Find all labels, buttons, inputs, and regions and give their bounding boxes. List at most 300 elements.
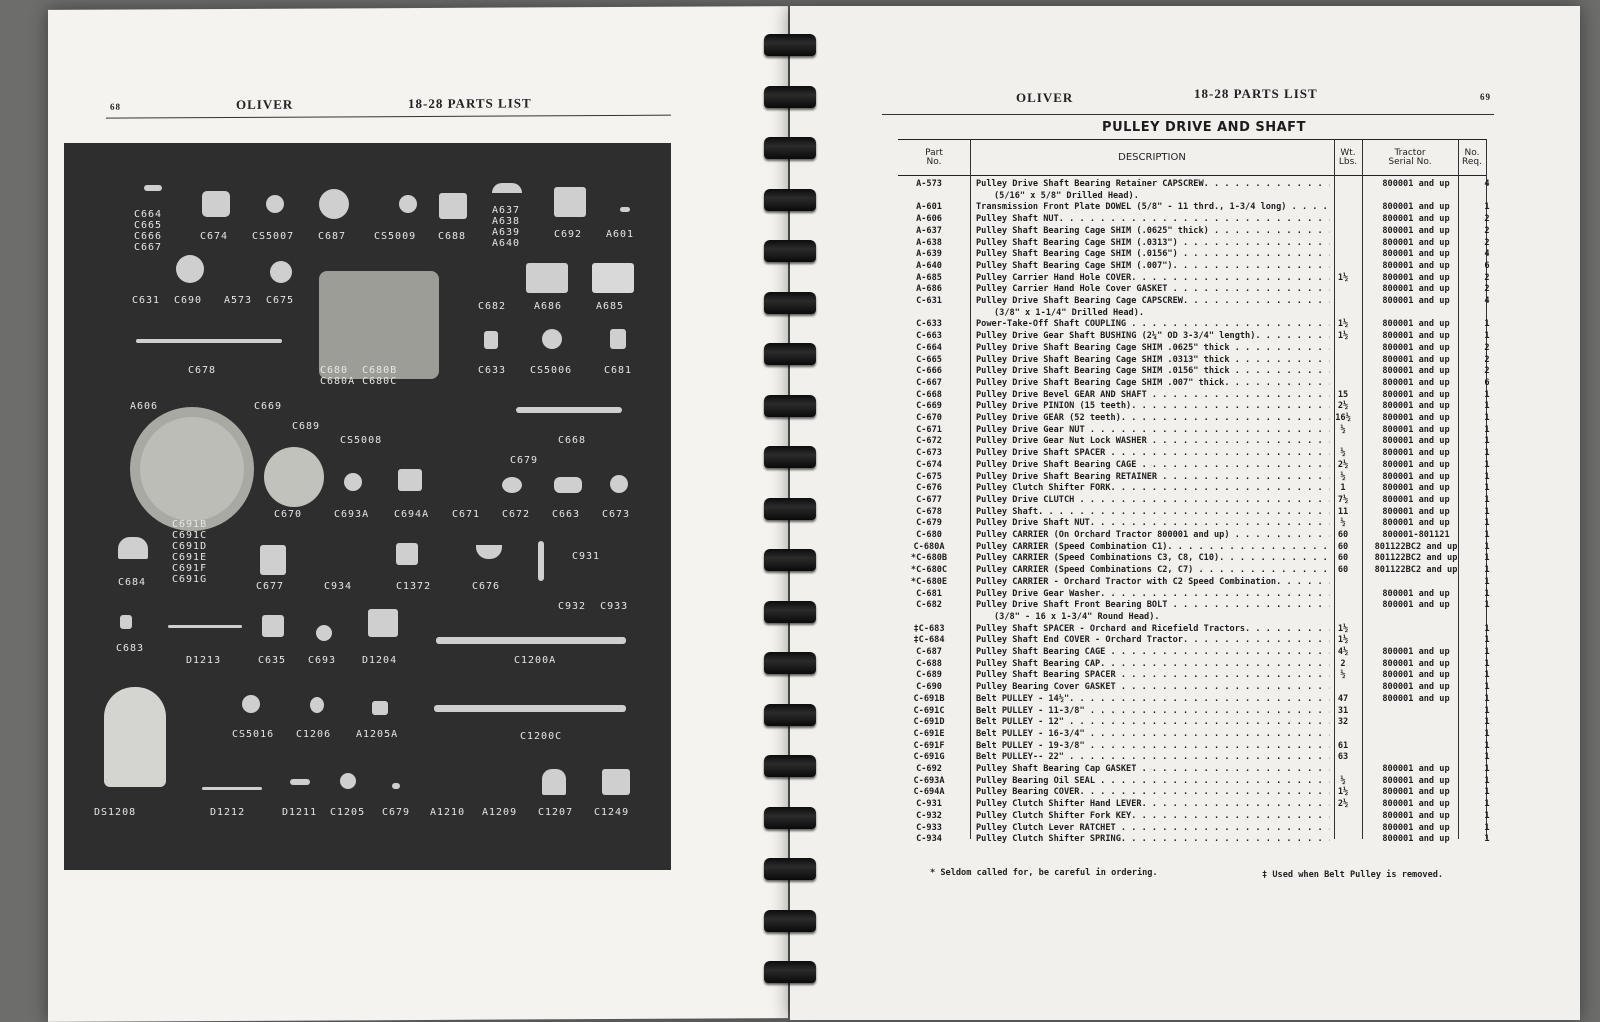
- part-label: C673: [602, 509, 631, 520]
- serial-cell: 801122BC2 and up: [1374, 553, 1458, 564]
- required-cell: 1: [1484, 740, 1490, 751]
- required-cell: 1: [1484, 799, 1490, 810]
- table-row: [898, 284, 1498, 296]
- required-cell: 1: [1484, 682, 1490, 693]
- serial-cell: 800001 and up: [1382, 413, 1450, 423]
- part-label: C663: [552, 509, 581, 520]
- part-image: [319, 271, 439, 379]
- binding-coil: [764, 292, 816, 314]
- part-number-cell: C-689: [916, 670, 942, 681]
- description-cell: Pulley Shaft Bearing SPACER . . .: [976, 670, 1330, 680]
- weight-cell: 60: [1337, 541, 1349, 552]
- serial-cell: 801122BC2 and up: [1374, 541, 1458, 552]
- serial-cell: 800001 and up: [1382, 483, 1450, 494]
- part-image: [202, 787, 262, 790]
- part-label: C694A: [394, 509, 430, 520]
- part-label: C688: [438, 231, 467, 242]
- part-number-cell: C-673: [916, 448, 942, 459]
- part-image: [542, 769, 566, 795]
- binding-coil: [764, 704, 816, 726]
- part-number-cell: C-633: [916, 319, 942, 330]
- part-image: [542, 329, 562, 349]
- table-row: [898, 483, 1498, 495]
- required-cell: 1: [1484, 389, 1490, 400]
- required-cell: 4: [1484, 296, 1490, 306]
- required-cell: 1: [1484, 787, 1490, 798]
- table-row: [898, 565, 1498, 577]
- part-image: [340, 773, 356, 789]
- binding-coil: [764, 910, 816, 932]
- description-cell: Pulley CARRIER - Orchard Tractor with C2 Speed Combination. . . .: [976, 577, 1330, 587]
- serial-cell: 801122BC2 and up: [1374, 565, 1458, 576]
- description-cell: Belt PULLEY - 11-3/8" . . .: [976, 706, 1330, 716]
- part-label: C679: [510, 455, 539, 466]
- table-row: [898, 355, 1498, 367]
- part-label: C677: [256, 581, 285, 592]
- required-cell: 1: [1484, 319, 1490, 330]
- part-label: C1207: [538, 807, 574, 818]
- required-cell: 6: [1484, 260, 1490, 271]
- serial-cell: 800001 and up: [1382, 670, 1450, 681]
- part-number-cell: C-677: [916, 494, 942, 505]
- weight-cell: 1½: [1337, 623, 1349, 634]
- table-row: [898, 530, 1498, 542]
- table-row: [898, 460, 1498, 472]
- serial-cell: 800001 and up: [1382, 202, 1450, 213]
- required-cell: 1: [1484, 541, 1490, 552]
- binding-coil: [764, 240, 816, 262]
- required-cell: 1: [1484, 752, 1490, 763]
- weight-cell: ½: [1340, 471, 1346, 482]
- table-row: [898, 670, 1498, 682]
- part-number-cell: A-640: [916, 260, 942, 271]
- weight-cell: 60: [1337, 530, 1349, 540]
- part-label: A606: [130, 401, 159, 412]
- binding-coil: [764, 549, 816, 571]
- description-cell: Pulley Drive Shaft Bearing Cage CAPSCREW. . . .: [976, 296, 1330, 306]
- description-cell: Pulley CARRIER (Speed Combination C1). . . .: [976, 542, 1330, 552]
- table-row: [898, 823, 1498, 835]
- part-image: [118, 537, 148, 559]
- description-cell: Pulley Drive Shaft Bearing Cage SHIM .007" thick. . . .: [976, 378, 1330, 388]
- weight-cell: ½: [1340, 518, 1346, 529]
- part-label: CS5008: [340, 435, 383, 446]
- table-row: [898, 390, 1498, 402]
- weight-cell: 60: [1337, 565, 1349, 576]
- part-label: D1204: [362, 655, 398, 666]
- part-label: C669: [254, 401, 283, 412]
- part-number-cell: C-631: [916, 296, 942, 306]
- part-number-cell: A-639: [916, 249, 942, 260]
- part-image: [144, 185, 162, 191]
- part-image: [434, 705, 626, 712]
- part-number-cell: C-691E: [913, 728, 945, 739]
- part-number-cell: C-681: [916, 588, 942, 599]
- part-label: C633: [478, 365, 507, 376]
- part-number-cell: C-933: [916, 822, 942, 833]
- table-row: [898, 518, 1498, 530]
- part-image: [554, 187, 586, 217]
- table-row: [898, 343, 1498, 355]
- gear-image: [264, 447, 324, 507]
- table-row: [898, 694, 1498, 706]
- required-cell: 1: [1484, 459, 1490, 470]
- description-cell: Pulley Shaft Bearing CAGE . . .: [976, 647, 1330, 657]
- part-label: A685: [596, 301, 625, 312]
- description-cell: (5/16" x 5/8" Drilled Head).: [994, 190, 1139, 201]
- binding-coil: [764, 34, 816, 56]
- serial-cell: 800001 and up: [1382, 518, 1450, 529]
- part-label: C693: [308, 655, 337, 666]
- description-cell: Pulley Clutch Shifter FORK. . . .: [976, 483, 1330, 493]
- binding-coil: [764, 189, 816, 211]
- serial-cell: 800001 and up: [1382, 249, 1450, 260]
- weight-cell: 47: [1337, 693, 1349, 704]
- right-header-brand: OLIVER: [1016, 90, 1074, 105]
- part-image: [372, 701, 388, 715]
- description-cell: Pulley Drive CLUTCH . . .: [976, 495, 1330, 505]
- required-cell: 6: [1484, 377, 1490, 388]
- part-image: [436, 637, 626, 644]
- parts-table: [898, 145, 1510, 845]
- serial-cell: 800001 and up: [1382, 834, 1450, 845]
- table-row: [898, 682, 1498, 694]
- column-header-req: No. Req.: [1462, 148, 1482, 167]
- part-label: D1213: [186, 655, 222, 666]
- serial-cell: 800001 and up: [1382, 459, 1450, 470]
- part-number-cell: C-687: [916, 647, 942, 657]
- serial-cell: 800001 and up: [1382, 787, 1450, 798]
- description-cell: Pulley Clutch Shifter Fork KEY. . . .: [976, 811, 1330, 821]
- table-row: [898, 729, 1498, 741]
- serial-cell: 800001 and up: [1382, 799, 1450, 810]
- part-number-cell: C-667: [916, 377, 942, 388]
- part-label: C693A: [334, 509, 370, 520]
- table-row: [898, 179, 1498, 191]
- part-number-cell: A-601: [916, 202, 942, 213]
- required-cell: 2: [1484, 214, 1490, 225]
- part-image: [620, 207, 630, 212]
- part-number-cell: ‡C-683: [913, 623, 945, 634]
- weight-cell: 32: [1337, 717, 1349, 728]
- required-cell: 1: [1484, 728, 1490, 739]
- required-cell: 1: [1484, 658, 1490, 669]
- table-row: [898, 834, 1498, 846]
- part-image: [610, 329, 626, 349]
- part-number-cell: A-637: [916, 225, 942, 236]
- required-cell: 1: [1484, 775, 1490, 786]
- serial-cell: 800001 and up: [1382, 260, 1450, 271]
- required-cell: 2: [1484, 342, 1490, 353]
- weight-cell: ½: [1340, 775, 1346, 786]
- description-cell: Pulley CARRIER (Speed Combinations C3, C8, C10). . . .: [976, 553, 1330, 563]
- description-cell: Belt PULLEY-- 22" . . .: [976, 752, 1330, 762]
- part-image: [319, 189, 349, 219]
- part-label: C674: [200, 231, 229, 242]
- weight-cell: 60: [1337, 553, 1349, 564]
- description-cell: Pulley Drive Shaft Bearing Cage SHIM .0313" thick . . .: [976, 355, 1330, 365]
- part-number-cell: C-694A: [913, 787, 945, 798]
- serial-cell: 800001 and up: [1382, 506, 1450, 517]
- left-header-brand: OLIVER: [236, 96, 294, 112]
- table-row: [898, 261, 1498, 273]
- weight-cell: 31: [1337, 705, 1349, 716]
- part-number-cell: C-690: [916, 682, 942, 693]
- serial-cell: 800001 and up: [1382, 471, 1450, 482]
- parts-photo: [64, 143, 671, 870]
- table-row: [898, 717, 1498, 729]
- part-label: A686: [534, 301, 563, 312]
- weight-cell: 7½: [1337, 494, 1349, 505]
- part-label: D1211: [282, 807, 318, 818]
- part-image: [396, 543, 418, 565]
- part-number-cell: C-680: [916, 530, 942, 540]
- binding-coil: [764, 137, 816, 159]
- description-cell: Pulley Drive Gear NUT . . .: [976, 425, 1330, 435]
- part-label: CS5009: [374, 231, 417, 242]
- serial-cell: 800001 and up: [1382, 272, 1450, 283]
- required-cell: 1: [1484, 202, 1490, 213]
- binding-coil: [764, 807, 816, 829]
- part-label: C678: [188, 365, 217, 376]
- required-cell: 1: [1484, 717, 1490, 728]
- weight-cell: 1: [1340, 483, 1346, 494]
- table-header-rule: [898, 175, 1486, 176]
- description-cell: Pulley Clutch Lever RATCHET . . .: [976, 823, 1330, 833]
- part-image: [176, 255, 204, 283]
- required-cell: 4: [1484, 179, 1490, 189]
- weight-cell: ½: [1340, 670, 1346, 681]
- part-label: C931: [572, 551, 601, 562]
- part-label: C689: [292, 421, 321, 432]
- part-label: C681: [604, 365, 633, 376]
- table-row: [898, 226, 1498, 238]
- serial-cell: 800001 and up: [1382, 389, 1450, 400]
- part-number-cell: C-679: [916, 518, 942, 529]
- serial-cell: 800001 and up: [1382, 588, 1450, 599]
- left-header-rule: [106, 115, 671, 119]
- serial-cell: 800001 and up: [1382, 448, 1450, 459]
- part-number-cell: C-931: [916, 799, 942, 810]
- footnote-pulley-removed: ‡ Used when Belt Pulley is removed.: [1262, 870, 1444, 880]
- part-label: C670: [274, 509, 303, 520]
- part-label: A1209: [482, 807, 518, 818]
- serial-cell: 800001 and up: [1382, 331, 1450, 342]
- description-cell: Pulley Drive Shaft SPACER . . .: [976, 448, 1330, 458]
- part-number-cell: C-691G: [913, 752, 945, 763]
- binding-coil: [764, 652, 816, 674]
- required-cell: 1: [1484, 494, 1490, 505]
- part-label: C675: [266, 295, 295, 306]
- binding-coil: [764, 755, 816, 777]
- part-label: C668: [558, 435, 587, 446]
- required-cell: 1: [1484, 705, 1490, 716]
- serial-cell: 800001 and up: [1382, 600, 1450, 611]
- weight-cell: 1½: [1337, 635, 1349, 646]
- required-cell: 2: [1484, 354, 1490, 365]
- part-number-cell: C-932: [916, 810, 942, 821]
- part-image: [398, 469, 422, 491]
- part-label: C631: [132, 295, 161, 306]
- part-image: [310, 697, 324, 713]
- part-label: D1212: [210, 807, 246, 818]
- required-cell: 1: [1484, 647, 1490, 657]
- description-cell: Pulley Shaft Bearing Cage SHIM (.0625" thick) . . .: [976, 226, 1330, 236]
- part-number-cell: *C-680C: [910, 565, 948, 576]
- table-row: [898, 425, 1498, 437]
- binding-coil: [764, 86, 816, 108]
- part-label: C1249: [594, 807, 630, 818]
- column-header-part: Part No.: [925, 148, 943, 167]
- part-label: A1205A: [356, 729, 399, 740]
- serial-cell: 800001 and up: [1382, 810, 1450, 821]
- description-cell: Pulley Shaft Bearing Cap GASKET . . .: [976, 764, 1330, 774]
- required-cell: 2: [1484, 284, 1490, 295]
- serial-cell: 800001 and up: [1382, 342, 1450, 353]
- serial-cell: 800001 and up: [1382, 377, 1450, 388]
- part-image: [439, 193, 467, 219]
- table-row: [898, 319, 1498, 331]
- table-row: [898, 296, 1498, 308]
- part-number-cell: C-691D: [913, 717, 945, 728]
- part-number-cell: A-686: [916, 284, 942, 295]
- part-number-cell: C-680A: [913, 541, 945, 552]
- required-cell: 1: [1484, 693, 1490, 704]
- part-label: C684: [118, 577, 147, 588]
- table-row: [898, 366, 1498, 378]
- table-row: [898, 308, 1498, 320]
- funnel-image: [104, 687, 166, 787]
- table-row: [898, 331, 1498, 343]
- required-cell: 1: [1484, 331, 1490, 342]
- part-label: C1205: [330, 807, 366, 818]
- table-row: [898, 238, 1498, 250]
- part-label: C1200C: [520, 731, 563, 742]
- serial-cell: 800001 and up: [1382, 764, 1450, 774]
- part-number-cell: C-691B: [913, 693, 945, 704]
- part-label: CS5016: [232, 729, 275, 740]
- table-row: [898, 577, 1498, 589]
- part-label: C676: [472, 581, 501, 592]
- table-row: [898, 202, 1498, 214]
- binding-coil: [764, 343, 816, 365]
- description-cell: Pulley Drive Shaft Bearing CAGE . . .: [976, 460, 1330, 470]
- part-label: C635: [258, 655, 287, 666]
- part-number-cell: C-666: [916, 366, 942, 377]
- part-label: A1210: [430, 807, 466, 818]
- weight-cell: 16½: [1335, 413, 1351, 423]
- required-cell: 1: [1484, 576, 1490, 587]
- table-row: [898, 495, 1498, 507]
- weight-cell: 15: [1337, 389, 1349, 400]
- part-image: [592, 263, 634, 293]
- part-image: [266, 195, 284, 213]
- part-image: [270, 261, 292, 283]
- description-cell: Pulley Shaft Bearing Cage SHIM (.0313") . . .: [976, 238, 1330, 248]
- part-label: C691B C691C C691D C691E C691F C691G: [172, 519, 208, 585]
- part-number-cell: C-676: [916, 483, 942, 494]
- part-label: C934: [324, 581, 353, 592]
- part-number-cell: C-665: [916, 354, 942, 365]
- part-image: [316, 625, 332, 641]
- table-row: [898, 764, 1498, 776]
- required-cell: 1: [1484, 530, 1490, 540]
- serial-cell: 800001 and up: [1382, 682, 1450, 693]
- part-number-cell: C-692: [916, 764, 942, 774]
- part-image: [399, 195, 417, 213]
- table-top-rule: [898, 139, 1486, 140]
- table-row: [898, 249, 1498, 261]
- binding-coil: [764, 446, 816, 468]
- column-header-weight: Wt. Lbs.: [1338, 148, 1358, 167]
- part-image: [602, 769, 630, 795]
- part-image: [476, 545, 502, 559]
- required-cell: 1: [1484, 424, 1490, 435]
- part-number-cell: C-682: [916, 600, 942, 611]
- table-row: [898, 799, 1498, 811]
- right-page-number: 69: [1480, 92, 1491, 102]
- part-number-cell: C-674: [916, 459, 942, 470]
- part-image: [262, 615, 284, 637]
- table-row: [898, 507, 1498, 519]
- description-cell: Belt PULLEY - 14½". . . .: [976, 694, 1330, 704]
- description-cell: Pulley Carrier Hand Hole Cover GASKET . . .: [976, 284, 1330, 294]
- description-cell: Pulley Shaft Bearing Cage SHIM (.007"). . . .: [976, 261, 1330, 271]
- part-number-cell: A-685: [916, 272, 942, 283]
- required-cell: 1: [1484, 623, 1490, 634]
- table-row: [898, 589, 1498, 601]
- weight-cell: ½: [1340, 424, 1346, 435]
- part-image: [492, 183, 522, 193]
- required-cell: 2: [1484, 272, 1490, 283]
- table-row: [898, 659, 1498, 671]
- required-cell: 1: [1484, 436, 1490, 447]
- part-number-cell: C-678: [916, 506, 942, 517]
- binding-coil: [764, 601, 816, 623]
- description-cell: Pulley Carrier Hand Hole COVER. . . .: [976, 273, 1330, 283]
- required-cell: 1: [1484, 471, 1490, 482]
- description-cell: Pulley CARRIER (On Orchard Tractor 800001 and up) . . .: [976, 530, 1330, 540]
- part-image: [484, 331, 498, 349]
- table-row: [898, 273, 1498, 285]
- required-cell: 1: [1484, 506, 1490, 517]
- part-image: [610, 475, 628, 493]
- column-header-description: DESCRIPTION: [1118, 152, 1186, 163]
- table-row: [898, 741, 1498, 753]
- description-cell: Pulley Shaft NUT. . . .: [976, 214, 1330, 224]
- required-cell: 1: [1484, 483, 1490, 494]
- description-cell: Pulley Shaft End COVER - Orchard Tractor. . . .: [976, 635, 1330, 645]
- part-image: [502, 477, 522, 493]
- required-cell: 1: [1484, 413, 1490, 423]
- part-number-cell: C-672: [916, 436, 942, 447]
- part-image: [260, 545, 286, 575]
- weight-cell: ½: [1340, 448, 1346, 459]
- part-label: C664 C665 C666 C667: [134, 209, 163, 253]
- table-row: [898, 448, 1498, 460]
- table-row: [898, 214, 1498, 226]
- part-image: [290, 779, 310, 785]
- part-label: C680 C680B C680A C680C: [320, 365, 398, 387]
- part-image: [136, 339, 282, 343]
- weight-cell: 2: [1340, 658, 1346, 669]
- table-row: [898, 436, 1498, 448]
- description-cell: (3/8" x 1-1/4" Drilled Head).: [994, 307, 1145, 318]
- table-row: [898, 624, 1498, 636]
- section-title: PULLEY DRIVE AND SHAFT: [1102, 120, 1306, 135]
- part-image: [538, 541, 544, 581]
- weight-cell: 61: [1337, 740, 1349, 751]
